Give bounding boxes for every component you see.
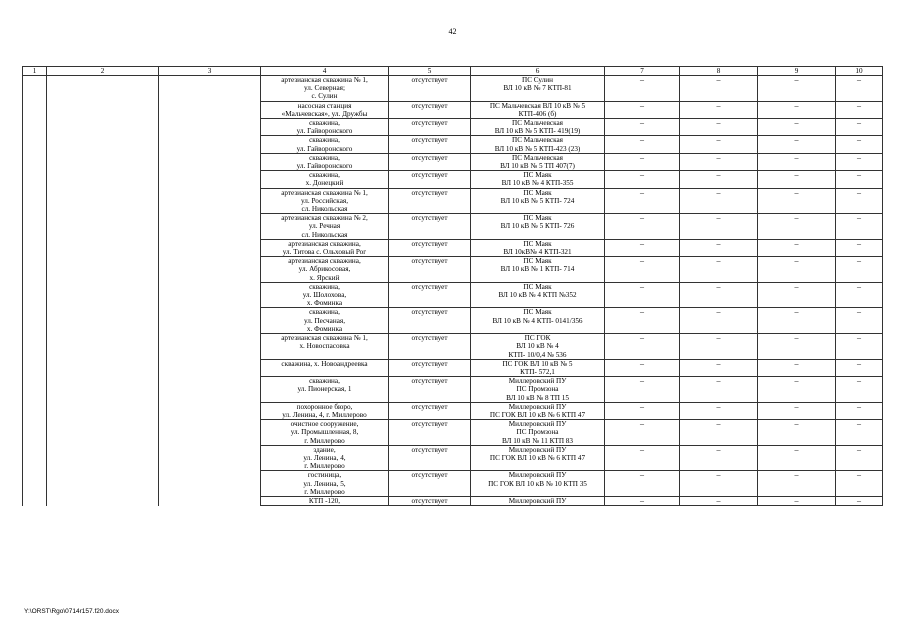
empty-cell bbox=[159, 101, 261, 118]
footer-file-path: Y:\ORST\Rgo\0714r157.f20.docx bbox=[24, 608, 120, 615]
value-cell: – bbox=[836, 239, 883, 256]
empty-cell bbox=[159, 239, 261, 256]
empty-cell bbox=[159, 359, 261, 376]
object-name-cell: скважина, ул. Гайворонского bbox=[261, 136, 389, 153]
table-row bbox=[23, 101, 883, 118]
column-number: 3 bbox=[159, 67, 261, 76]
empty-cell bbox=[159, 214, 261, 240]
value-cell: – bbox=[605, 402, 680, 419]
value-cell: – bbox=[605, 420, 680, 446]
empty-cell bbox=[23, 334, 47, 360]
value-cell: – bbox=[680, 420, 758, 446]
empty-cell bbox=[47, 119, 159, 136]
empty-cell bbox=[23, 214, 47, 240]
column-number: 7 bbox=[605, 67, 680, 76]
column-number: 2 bbox=[47, 67, 159, 76]
empty-cell bbox=[47, 308, 159, 334]
empty-cell bbox=[47, 282, 159, 308]
value-cell: – bbox=[836, 119, 883, 136]
object-name-cell: артезианская скважина № 1, х. Новоспасовка bbox=[261, 334, 389, 360]
value-cell: – bbox=[758, 445, 836, 471]
table-row bbox=[23, 308, 883, 334]
column-number-row bbox=[23, 67, 883, 76]
power-supply-cell: Миллеровский ПУ ПС ГОК ВЛ 10 кВ № 10 КТП 35 bbox=[471, 471, 605, 497]
empty-cell bbox=[159, 334, 261, 360]
empty-cell bbox=[47, 359, 159, 376]
value-cell: – bbox=[836, 188, 883, 214]
value-cell: – bbox=[836, 76, 883, 102]
value-cell: – bbox=[758, 119, 836, 136]
status-cell: отсутствует bbox=[389, 188, 471, 214]
value-cell: – bbox=[605, 101, 680, 118]
value-cell: – bbox=[758, 420, 836, 446]
empty-cell bbox=[23, 377, 47, 403]
empty-cell bbox=[23, 282, 47, 308]
table-body bbox=[23, 67, 883, 506]
table-row bbox=[23, 402, 883, 419]
object-name-cell: артезианская скважина, ул. Абрикосовая, х. Ярский bbox=[261, 257, 389, 283]
table-row bbox=[23, 188, 883, 214]
value-cell: – bbox=[836, 214, 883, 240]
value-cell: – bbox=[605, 496, 680, 505]
power-supply-cell: ПС ГОК ВЛ 10 кВ № 5 КТП- 572,1 bbox=[471, 359, 605, 376]
table-row bbox=[23, 471, 883, 497]
empty-cell bbox=[23, 471, 47, 497]
page-number: 42 bbox=[448, 27, 457, 36]
empty-cell bbox=[23, 359, 47, 376]
status-cell: отсутствует bbox=[389, 359, 471, 376]
object-name-cell: артезианская скважина № 1, ул. Российская, сл. Никольская bbox=[261, 188, 389, 214]
power-supply-cell: ПС Мальчевская ВЛ 10 кВ № 5 КТП-423 (23) bbox=[471, 136, 605, 153]
empty-cell bbox=[47, 257, 159, 283]
object-name-cell: артезианская скважина № 2, ул. Речная сл. Никольская bbox=[261, 214, 389, 240]
power-supply-cell: ПС Маяк ВЛ 10 кВ № 5 КТП- 726 bbox=[471, 214, 605, 240]
value-cell: – bbox=[605, 257, 680, 283]
empty-cell bbox=[159, 377, 261, 403]
empty-cell bbox=[159, 308, 261, 334]
object-name-cell: артезианская скважина, ул. Титова с. Ольховый Рог bbox=[261, 239, 389, 256]
status-cell: отсутствует bbox=[389, 171, 471, 188]
status-cell: отсутствует bbox=[389, 153, 471, 170]
value-cell: – bbox=[836, 308, 883, 334]
empty-cell bbox=[159, 445, 261, 471]
table-row bbox=[23, 119, 883, 136]
object-name-cell: скважина, ул. Гайворонского bbox=[261, 119, 389, 136]
empty-cell bbox=[159, 119, 261, 136]
table-row bbox=[23, 153, 883, 170]
empty-cell bbox=[47, 377, 159, 403]
empty-cell bbox=[47, 76, 159, 102]
power-supply-cell: ПС Маяк ВЛ 10 кВ № 4 КТП- 0141/356 bbox=[471, 308, 605, 334]
value-cell: – bbox=[605, 359, 680, 376]
value-cell: – bbox=[836, 153, 883, 170]
object-name-cell: насосная станция «Мальчевская», ул. Дружбы bbox=[261, 101, 389, 118]
column-number: 5 bbox=[389, 67, 471, 76]
power-supply-cell: Миллеровский ПУ bbox=[471, 496, 605, 505]
value-cell: – bbox=[758, 101, 836, 118]
empty-cell bbox=[23, 239, 47, 256]
power-supply-cell: ПС Маяк ВЛ 10 кВ № 4 КТП №352 bbox=[471, 282, 605, 308]
value-cell: – bbox=[680, 188, 758, 214]
empty-cell bbox=[23, 101, 47, 118]
status-cell: отсутствует bbox=[389, 119, 471, 136]
value-cell: – bbox=[836, 420, 883, 446]
empty-cell bbox=[23, 119, 47, 136]
value-cell: – bbox=[605, 445, 680, 471]
value-cell: – bbox=[605, 377, 680, 403]
column-number: 6 bbox=[471, 67, 605, 76]
status-cell: отсутствует bbox=[389, 101, 471, 118]
table-row bbox=[23, 239, 883, 256]
table-row bbox=[23, 214, 883, 240]
table-row bbox=[23, 282, 883, 308]
power-supply-cell: Миллеровский ПУ ПС ГОК ВЛ 10 кВ № 6 КТП 47 bbox=[471, 402, 605, 419]
empty-cell bbox=[23, 136, 47, 153]
value-cell: – bbox=[605, 76, 680, 102]
value-cell: – bbox=[680, 359, 758, 376]
empty-cell bbox=[47, 214, 159, 240]
value-cell: – bbox=[758, 188, 836, 214]
value-cell: – bbox=[758, 257, 836, 283]
object-name-cell: скважина, х. Донецкий bbox=[261, 171, 389, 188]
empty-cell bbox=[159, 471, 261, 497]
value-cell: – bbox=[680, 119, 758, 136]
power-supply-cell: ПС Маяк ВЛ 10кВ№ 4 КТП-321 bbox=[471, 239, 605, 256]
power-supply-cell: Миллеровский ПУ ПС Промзона ВЛ 10 кВ № 8 ТП 15 bbox=[471, 377, 605, 403]
empty-cell bbox=[159, 171, 261, 188]
status-cell: отсутствует bbox=[389, 445, 471, 471]
value-cell: – bbox=[758, 308, 836, 334]
value-cell: – bbox=[605, 171, 680, 188]
value-cell: – bbox=[758, 402, 836, 419]
power-supply-cell: Миллеровский ПУ ПС Промзона ВЛ 10 кВ № 11 КТП 83 bbox=[471, 420, 605, 446]
value-cell: – bbox=[680, 377, 758, 403]
value-cell: – bbox=[836, 445, 883, 471]
empty-cell bbox=[159, 282, 261, 308]
empty-cell bbox=[23, 402, 47, 419]
value-cell: – bbox=[758, 171, 836, 188]
empty-cell bbox=[47, 471, 159, 497]
value-cell: – bbox=[680, 101, 758, 118]
power-supply-cell: ПС Сулин ВЛ 10 кВ № 7 КТП-81 bbox=[471, 76, 605, 102]
empty-cell bbox=[159, 188, 261, 214]
empty-cell bbox=[159, 76, 261, 102]
status-cell: отсутствует bbox=[389, 420, 471, 446]
value-cell: – bbox=[758, 76, 836, 102]
empty-cell bbox=[159, 153, 261, 170]
status-cell: отсутствует bbox=[389, 377, 471, 403]
empty-cell bbox=[47, 402, 159, 419]
power-supply-cell: ПС Маяк ВЛ 10 кВ № 1 КТП- 714 bbox=[471, 257, 605, 283]
value-cell: – bbox=[680, 171, 758, 188]
document-table bbox=[22, 66, 883, 506]
object-name-cell: здание, ул. Ленина, 4, г. Миллерово bbox=[261, 445, 389, 471]
empty-cell bbox=[23, 257, 47, 283]
power-supply-cell: Миллеровский ПУ ПС ГОК ВЛ 10 кВ № 6 КТП 47 bbox=[471, 445, 605, 471]
empty-cell bbox=[47, 171, 159, 188]
table-row bbox=[23, 76, 883, 102]
value-cell: – bbox=[836, 171, 883, 188]
empty-cell bbox=[47, 239, 159, 256]
empty-cell bbox=[23, 445, 47, 471]
object-name-cell: похоронное бюро, ул. Ленина, 4, г. Миллерово bbox=[261, 402, 389, 419]
status-cell: отсутствует bbox=[389, 471, 471, 497]
power-supply-cell: ПС Мальчевская ВЛ 10 кВ № 5 КТП-406 (б) bbox=[471, 101, 605, 118]
status-cell: отсутствует bbox=[389, 402, 471, 419]
value-cell: – bbox=[605, 153, 680, 170]
value-cell: – bbox=[758, 471, 836, 497]
value-cell: – bbox=[836, 101, 883, 118]
value-cell: – bbox=[836, 377, 883, 403]
status-cell: отсутствует bbox=[389, 282, 471, 308]
value-cell: – bbox=[758, 153, 836, 170]
object-name-cell: скважина, ул. Пионерская, 1 bbox=[261, 377, 389, 403]
empty-cell bbox=[47, 188, 159, 214]
value-cell: – bbox=[680, 445, 758, 471]
column-number: 9 bbox=[758, 67, 836, 76]
table-row bbox=[23, 334, 883, 360]
empty-cell bbox=[47, 420, 159, 446]
column-number: 4 bbox=[261, 67, 389, 76]
value-cell: – bbox=[680, 471, 758, 497]
power-supply-cell: ПС Мальчевская ВЛ 10 кВ № 5 КТП- 419(19) bbox=[471, 119, 605, 136]
value-cell: – bbox=[836, 257, 883, 283]
table-row bbox=[23, 136, 883, 153]
empty-cell bbox=[159, 402, 261, 419]
empty-cell bbox=[47, 496, 159, 505]
column-number: 1 bbox=[23, 67, 47, 76]
value-cell: – bbox=[680, 496, 758, 505]
value-cell: – bbox=[680, 239, 758, 256]
object-name-cell: скважина, х. Новоандреевка bbox=[261, 359, 389, 376]
value-cell: – bbox=[680, 308, 758, 334]
empty-cell bbox=[47, 101, 159, 118]
object-name-cell: КТП -120, bbox=[261, 496, 389, 505]
empty-cell bbox=[47, 334, 159, 360]
value-cell: – bbox=[605, 334, 680, 360]
status-cell: отсутствует bbox=[389, 308, 471, 334]
value-cell: – bbox=[758, 136, 836, 153]
value-cell: – bbox=[758, 359, 836, 376]
value-cell: – bbox=[836, 282, 883, 308]
table-row bbox=[23, 257, 883, 283]
value-cell: – bbox=[605, 282, 680, 308]
value-cell: – bbox=[758, 334, 836, 360]
status-cell: отсутствует bbox=[389, 136, 471, 153]
value-cell: – bbox=[836, 496, 883, 505]
empty-cell bbox=[23, 153, 47, 170]
object-name-cell: скважина, ул. Песчаная, х. Фоминка bbox=[261, 308, 389, 334]
column-number: 10 bbox=[836, 67, 883, 76]
value-cell: – bbox=[680, 214, 758, 240]
table-row bbox=[23, 359, 883, 376]
table-row bbox=[23, 171, 883, 188]
empty-cell bbox=[23, 76, 47, 102]
power-supply-cell: ПС Маяк ВЛ 10 кВ № 5 КТП- 724 bbox=[471, 188, 605, 214]
table-row bbox=[23, 420, 883, 446]
object-name-cell: скважина, ул. Гайворонского bbox=[261, 153, 389, 170]
value-cell: – bbox=[605, 471, 680, 497]
value-cell: – bbox=[758, 496, 836, 505]
value-cell: – bbox=[836, 402, 883, 419]
status-cell: отсутствует bbox=[389, 496, 471, 505]
empty-cell bbox=[47, 153, 159, 170]
power-supply-cell: ПС Маяк ВЛ 10 кВ № 4 КТП-355 bbox=[471, 171, 605, 188]
empty-cell bbox=[47, 445, 159, 471]
table-row bbox=[23, 445, 883, 471]
power-supply-cell: ПС ГОК ВЛ 10 кВ № 4 КТП- 10/0,4 № 536 bbox=[471, 334, 605, 360]
value-cell: – bbox=[605, 308, 680, 334]
value-cell: – bbox=[758, 377, 836, 403]
empty-cell bbox=[23, 308, 47, 334]
value-cell: – bbox=[605, 188, 680, 214]
value-cell: – bbox=[680, 153, 758, 170]
empty-cell bbox=[159, 136, 261, 153]
empty-cell bbox=[159, 257, 261, 283]
value-cell: – bbox=[836, 471, 883, 497]
value-cell: – bbox=[680, 136, 758, 153]
status-cell: отсутствует bbox=[389, 239, 471, 256]
value-cell: – bbox=[680, 402, 758, 419]
value-cell: – bbox=[836, 334, 883, 360]
value-cell: – bbox=[758, 239, 836, 256]
empty-cell bbox=[47, 136, 159, 153]
value-cell: – bbox=[836, 359, 883, 376]
value-cell: – bbox=[758, 282, 836, 308]
status-cell: отсутствует bbox=[389, 214, 471, 240]
object-name-cell: гостиница, ул. Ленина, 5, г. Миллерово bbox=[261, 471, 389, 497]
empty-cell bbox=[159, 420, 261, 446]
object-name-cell: артезианская скважина № 1, ул. Северная; с. Сулин bbox=[261, 76, 389, 102]
table-row bbox=[23, 496, 883, 505]
value-cell: – bbox=[605, 239, 680, 256]
object-name-cell: скважина, ул. Шолохова, х. Фоминка bbox=[261, 282, 389, 308]
value-cell: – bbox=[605, 214, 680, 240]
empty-cell bbox=[23, 188, 47, 214]
value-cell: – bbox=[836, 136, 883, 153]
object-name-cell: очистное сооружение, ул. Промышленная, 8, г. Миллерово bbox=[261, 420, 389, 446]
empty-cell bbox=[23, 420, 47, 446]
power-supply-cell: ПС Мальчевская ВЛ 10 кВ № 5 ТП 407(7) bbox=[471, 153, 605, 170]
status-cell: отсутствует bbox=[389, 334, 471, 360]
status-cell: отсутствует bbox=[389, 257, 471, 283]
empty-cell bbox=[159, 496, 261, 505]
column-number: 8 bbox=[680, 67, 758, 76]
value-cell: – bbox=[680, 282, 758, 308]
value-cell: – bbox=[605, 119, 680, 136]
empty-cell bbox=[23, 496, 47, 505]
value-cell: – bbox=[680, 334, 758, 360]
value-cell: – bbox=[605, 136, 680, 153]
value-cell: – bbox=[680, 76, 758, 102]
value-cell: – bbox=[758, 214, 836, 240]
table-row bbox=[23, 377, 883, 403]
status-cell: отсутствует bbox=[389, 76, 471, 102]
empty-cell bbox=[23, 171, 47, 188]
value-cell: – bbox=[680, 257, 758, 283]
